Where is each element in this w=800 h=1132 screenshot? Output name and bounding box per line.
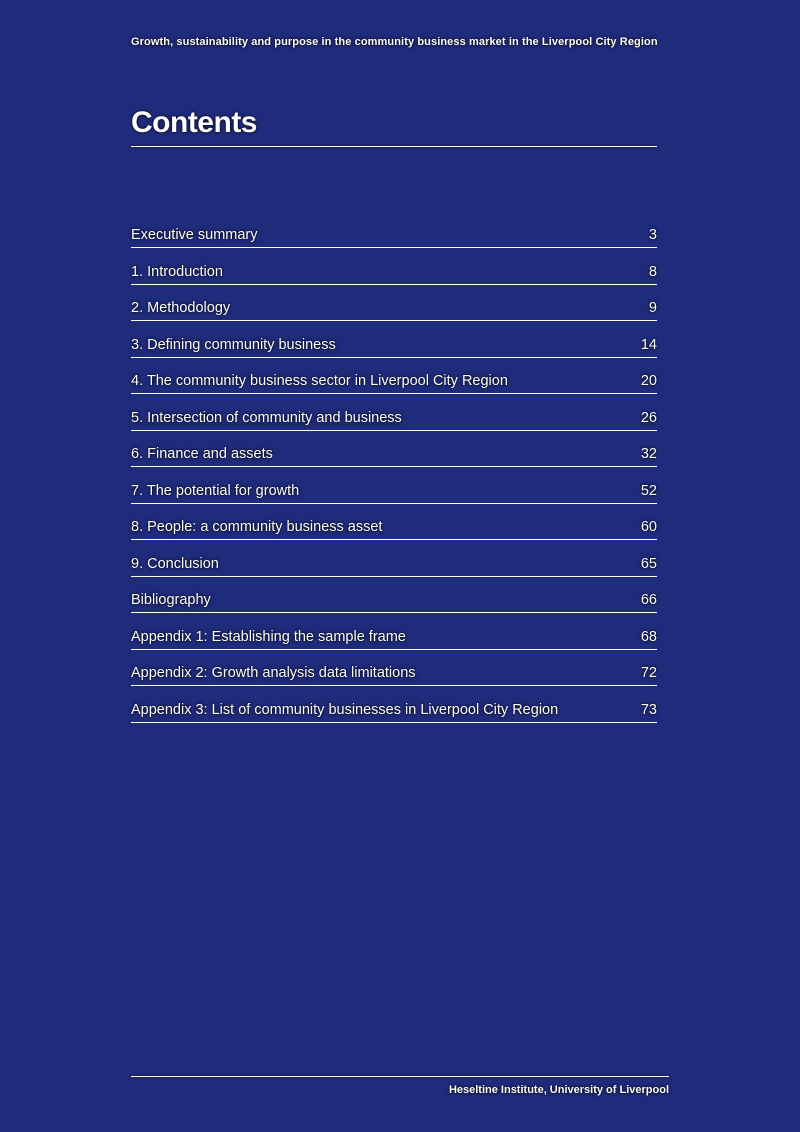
toc-entry-page: 66 [640, 592, 657, 608]
toc-entry-page: 32 [640, 446, 657, 462]
toc-entry-label: Appendix 2: Growth analysis data limitations [131, 665, 416, 681]
toc-entry-label: 4. The community business sector in Liverpool City Region [131, 373, 508, 389]
footer-divider [131, 1076, 669, 1077]
toc-entry-conclusion[interactable] [131, 540, 657, 577]
toc-entry-label: 9. Conclusion [131, 555, 219, 572]
toc-entry-finance-and-assets[interactable] [131, 431, 657, 468]
toc-entry-label: Bibliography [131, 592, 211, 608]
title-divider [131, 146, 657, 147]
footer-publisher: Heseltine Institute, University of Liverpool [448, 1084, 669, 1096]
toc-entry-page: 65 [640, 555, 657, 572]
toc-entry-page: 3 [648, 227, 657, 243]
toc-entry-label: 2. Methodology [131, 300, 231, 316]
toc-entry-page: 72 [640, 665, 657, 681]
toc-entry-label: Appendix 1: Establishing the sample frame [131, 628, 406, 645]
toc-entry-bibliography[interactable] [131, 577, 657, 614]
toc-entry-methodology[interactable] [131, 285, 657, 322]
toc-entry-label: 3. Defining community business [131, 336, 336, 353]
toc-entry-appendix-1[interactable] [131, 613, 657, 650]
toc-entry-page: 68 [640, 628, 657, 645]
toc-entry-label: 5. Intersection of community and business [131, 409, 402, 426]
toc-entry-intersection[interactable] [131, 394, 657, 431]
toc-entry-page: 9 [648, 300, 657, 316]
table-of-contents [131, 221, 657, 723]
toc-entry-label: 8. People: a community business asset [131, 519, 383, 535]
toc-entry-people[interactable] [131, 504, 657, 541]
toc-entry-community-business-sector[interactable] [131, 358, 657, 395]
toc-entry-page: 73 [640, 701, 657, 718]
toc-entry-label: 6. Finance and assets [131, 446, 273, 462]
toc-entry-executive-summary[interactable] [131, 221, 657, 248]
toc-entry-appendix-3[interactable] [131, 686, 657, 723]
toc-entry-defining-community-business[interactable] [131, 321, 657, 358]
toc-entry-potential-for-growth[interactable] [131, 467, 657, 504]
toc-entry-page: 52 [640, 482, 657, 499]
toc-entry-label: 7. The potential for growth [131, 482, 300, 499]
toc-entry-page: 26 [640, 409, 657, 426]
page-title: Contents [131, 106, 257, 139]
toc-entry-page: 8 [648, 263, 657, 280]
toc-entry-label: Executive summary [131, 227, 258, 243]
toc-entry-page: 60 [640, 519, 657, 535]
toc-entry-label: 1. Introduction [131, 263, 223, 280]
toc-entry-introduction[interactable] [131, 248, 657, 285]
toc-entry-page: 20 [640, 373, 657, 389]
toc-entry-page: 14 [640, 336, 657, 353]
running-header: Growth, sustainability and purpose in the community business market in the Liverpool City Region [131, 36, 658, 48]
toc-entry-label: Appendix 3: List of community businesses in Liverpool City Region [131, 701, 559, 718]
toc-entry-appendix-2[interactable] [131, 650, 657, 687]
